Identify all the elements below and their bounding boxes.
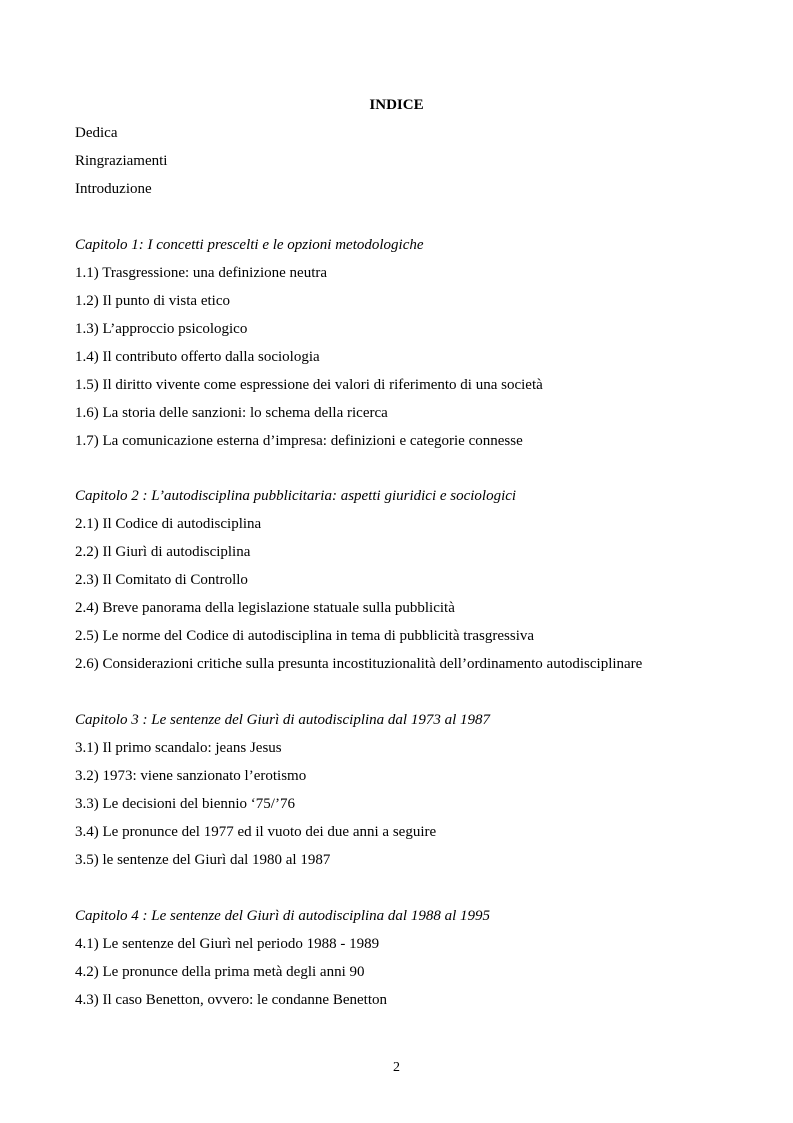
toc-entry: 1.1) Trasgressione: una definizione neutra — [75, 265, 328, 281]
toc-entry-dedica: Dedica — [75, 125, 118, 141]
chapter-2-heading: Capitolo 2 : L’autodisciplina pubblicitaria: aspetti giuridici e sociologici — [75, 488, 517, 504]
page-title: INDICE — [369, 97, 424, 113]
toc-entry: 3.2) 1973: viene sanzionato l’erotismo — [75, 768, 307, 784]
toc-entry: 1.3) L’approccio psicologico — [75, 321, 248, 337]
toc-entry: 3.4) Le pronunce del 1977 ed il vuoto dei due anni a seguire — [75, 824, 437, 840]
page-number: 2 — [393, 1060, 400, 1075]
toc-entry: 2.5) Le norme del Codice di autodisciplina in tema di pubblicità trasgressiva — [75, 628, 535, 644]
toc-entry: 3.1) Il primo scandalo: jeans Jesus — [75, 740, 282, 756]
toc-entry: 2.3) Il Comitato di Controllo — [75, 572, 248, 588]
toc-entry: 1.4) Il contributo offerto dalla sociologia — [75, 349, 320, 365]
toc-entry: 2.1) Il Codice di autodisciplina — [75, 516, 262, 532]
toc-entry: 1.5) Il diritto vivente come espressione dei valori di riferimento di una società — [75, 377, 543, 393]
toc-entry: 4.2) Le pronunce della prima metà degli anni 90 — [75, 964, 365, 980]
toc-entry: 2.6) Considerazioni critiche sulla presunta incostituzionalità dell’ordinamento autodisciplinare — [75, 656, 643, 672]
toc-entry-introduzione: Introduzione — [75, 181, 152, 197]
toc-entry: 4.3) Il caso Benetton, ovvero: le condanne Benetton — [75, 992, 387, 1008]
toc-entry: 2.4) Breve panorama della legislazione statuale sulla pubblicità — [75, 600, 455, 616]
toc-entry: 4.1) Le sentenze del Giurì nel periodo 1988 - 1989 — [75, 936, 380, 952]
toc-entry: 2.2) Il Giurì di autodisciplina — [75, 544, 251, 560]
chapter-4-heading: Capitolo 4 : Le sentenze del Giurì di autodisciplina dal 1988 al 1995 — [75, 908, 490, 924]
toc-entry: 3.5) le sentenze del Giurì dal 1980 al 1987 — [75, 852, 331, 868]
toc-entry: 1.2) Il punto di vista etico — [75, 293, 230, 309]
chapter-1-heading: Capitolo 1: I concetti prescelti e le opzioni metodologiche — [75, 237, 424, 253]
toc-entry: 1.6) La storia delle sanzioni: lo schema della ricerca — [75, 405, 388, 421]
chapter-3-heading: Capitolo 3 : Le sentenze del Giurì di autodisciplina dal 1973 al 1987 — [75, 712, 490, 728]
toc-entry: 1.7) La comunicazione esterna d’impresa: definizioni e categorie connesse — [75, 433, 523, 449]
toc-entry: 3.3) Le decisioni del biennio ‘75/’76 — [75, 796, 295, 812]
toc-entry-ringraziamenti: Ringraziamenti — [75, 153, 168, 169]
